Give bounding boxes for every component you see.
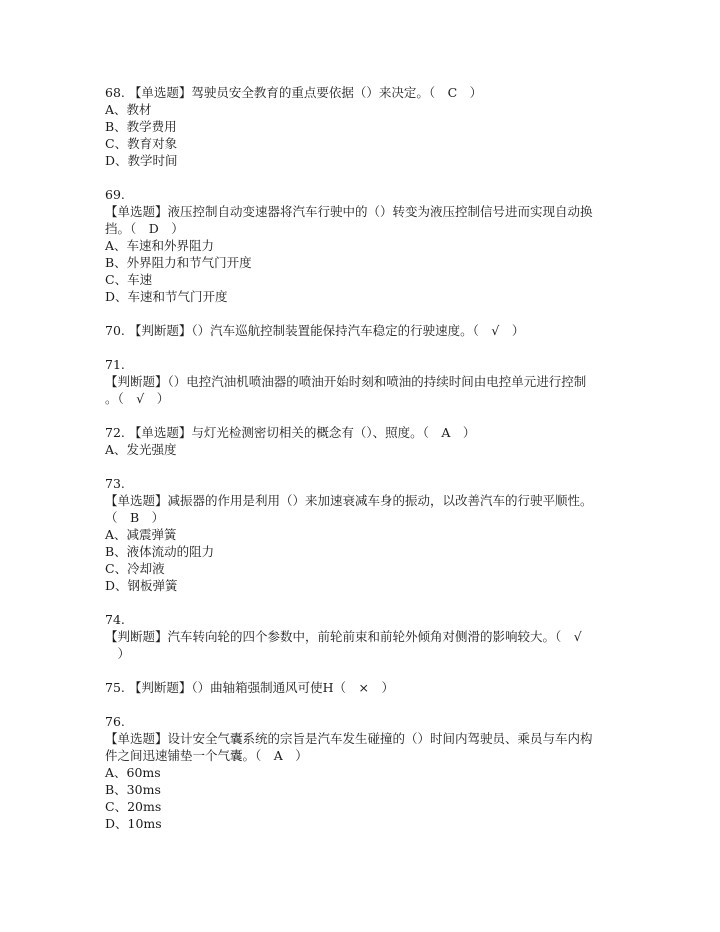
question-number: 74. <box>105 612 125 627</box>
question-68 <box>105 84 625 169</box>
option-d: D、10ms <box>105 816 162 831</box>
question-number: 76. <box>105 714 125 729</box>
question-text: 【判断题】汽车转向轮的四个参数中，前轮前束和前轮外倾角对侧滑的影响较大。（ √ <box>105 629 582 644</box>
question-69 <box>105 186 625 305</box>
question-text-cont: （ B ） <box>105 510 165 525</box>
question-text: 【单选题】减振器的作用是利用（）来加速衰减车身的振动，以改善汽车的行驶平顺性。 <box>105 493 593 508</box>
question-text: 【判断题】（）电控汽油机喷油器的喷油开始时刻和喷油的持续时间由电控单元进行控制 <box>105 374 587 389</box>
question-text: 68. 【单选题】驾驶员安全教育的重点要依据（）来决定。（ C ） <box>105 85 483 100</box>
option-d: D、钢板弹簧 <box>105 578 178 593</box>
option-b: B、30ms <box>105 782 161 797</box>
option-b: B、外界阻力和节气门开度 <box>105 255 252 270</box>
question-75 <box>105 679 625 696</box>
question-text: 70. 【判断题】（）汽车巡航控制装置能保持汽车稳定的行驶速度。（ √ ） <box>105 323 525 338</box>
option-d: D、教学时间 <box>105 153 178 168</box>
question-71 <box>105 356 625 407</box>
option-c: C、车速 <box>105 272 153 287</box>
question-text: 75. 【判断题】（）曲轴箱强制通风可使H（ × ） <box>105 680 394 695</box>
question-text: 【单选题】设计安全气囊系统的宗旨是汽车发生碰撞的（）时间内驾驶员、乘员与车内构 <box>105 731 593 746</box>
question-72 <box>105 424 625 458</box>
option-d: D、车速和节气门开度 <box>105 289 228 304</box>
question-number: 71. <box>105 357 125 372</box>
question-number: 69. <box>105 187 125 202</box>
question-text-cont: 挡。（ D ） <box>105 221 184 236</box>
question-text: 【单选题】液压控制自动变速器将汽车行驶中的（）转变为液压控制信号进而实现自动换 <box>105 204 593 219</box>
question-70 <box>105 322 625 339</box>
option-b: B、教学费用 <box>105 119 177 134</box>
option-c: C、教育对象 <box>105 136 178 151</box>
question-text: 72. 【单选题】与灯光检测密切相关的概念有（）、照度。（ A ） <box>105 425 476 440</box>
option-a: A、60ms <box>105 765 161 780</box>
option-a: A、减震弹簧 <box>105 527 177 542</box>
question-text-cont: 件之间迅速铺垫一个气囊。（ A ） <box>105 748 308 763</box>
option-c: C、20ms <box>105 799 162 814</box>
option-a: A、车速和外界阻力 <box>105 238 215 253</box>
question-number: 73. <box>105 476 125 491</box>
option-a: A、教材 <box>105 102 152 117</box>
document-page <box>105 84 625 832</box>
question-74 <box>105 611 625 662</box>
question-text-cont: 。（ √ ） <box>105 391 170 406</box>
option-a: A、发光强度 <box>105 442 177 457</box>
question-73 <box>105 475 625 594</box>
option-b: B、液体流动的阻力 <box>105 544 215 559</box>
question-76 <box>105 713 625 832</box>
question-text-cont: ） <box>105 646 131 661</box>
option-c: C、冷却液 <box>105 561 165 576</box>
